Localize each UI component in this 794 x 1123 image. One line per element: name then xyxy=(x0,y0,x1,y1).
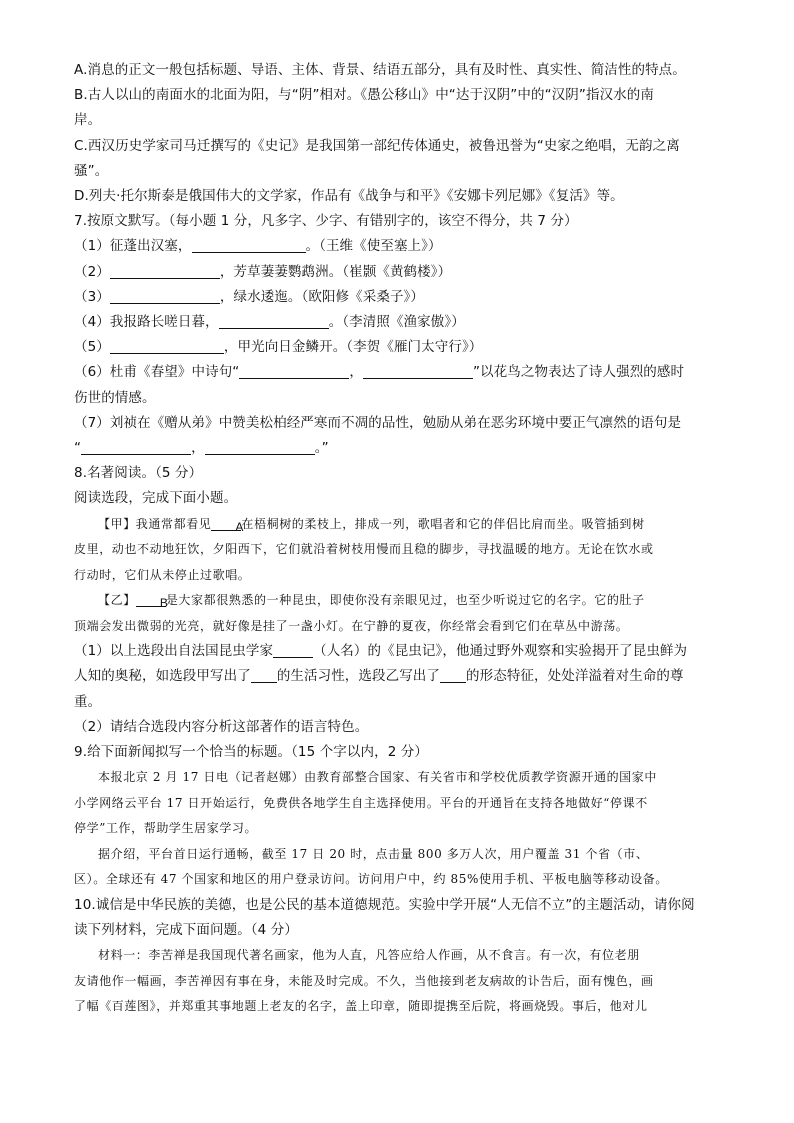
answer-blank[interactable] xyxy=(205,439,315,455)
answer-blank[interactable] xyxy=(110,288,220,304)
q8-passage-jia-2: 皮里，动也不动地狂饮，夕阳西下，它们就沿着树枝用慢而且稳的脚步，寻找温暖的地方。无论在饮水或 xyxy=(74,542,654,557)
passage-jia-text: 在梧桐树的柔枝上，排成一列，歌唱者和它的伴侣比肩而坐。吸管插到树 xyxy=(241,516,645,531)
q9-news-line-2: 小学网络云平台 17 日开始运行，免费供各地学生自主选择使用。平台的开通旨在支持各地做好“停课不 xyxy=(74,795,648,810)
q10-material-1: 材料一：李苦禅是我国现代著名画家，他为人直，凡答应给人作画，从不食言。有一次，有位老朋 xyxy=(98,948,640,963)
answer-blank[interactable] xyxy=(440,667,466,683)
q7-heading: 7.按原文默写。（每小题 1 分，凡多字、少字、有错别字的，该空不得分，共 7 分） xyxy=(74,213,578,230)
answer-blank[interactable] xyxy=(81,439,191,455)
q7-item-6 xyxy=(74,360,724,385)
q7-item-6-tail: ”以花鸟之物表达了诗人强烈的感时 xyxy=(473,364,685,381)
q7-item-4-source: 。（李清照《渔家傲》） xyxy=(328,314,465,331)
answer-blank[interactable] xyxy=(192,237,306,253)
q10-heading: 10.诚信是中华民族的美德，也是公民的基本道德规范。实验中学开展“人无信不立”的主题活动，请你阅 xyxy=(74,896,695,913)
q7-item-2-text: ，芳草萋萋鹦鹉洲。（崔颢《黄鹤楼》） xyxy=(219,263,452,280)
answer-blank[interactable] xyxy=(219,313,329,329)
q8-sub-1-end: 重。 xyxy=(74,693,102,710)
q7-item-7: （7）刘祯在《赠从弟》中赞美松柏经严寒而不凋的品性，勉励从弟在恶劣环境中要正气凛然的语句是 xyxy=(74,414,682,431)
passage-yi-text: 是大家都很熟悉的一种昆虫，即使你没有亲眼见过，也至少听说过它的名字。它的肚子 xyxy=(165,593,645,608)
q7-item-4-text: （4）我报路长嗟日暮， xyxy=(74,314,219,331)
q8-passage-yi-2: 顶端会发出微弱的光亮，就好像是挂了一盏小灯。在宁静的夏夜，你经常会看到它们在草丛中游荡。 xyxy=(74,618,629,633)
q10-heading-cont: 读下列材料，完成下面问题。（4 分） xyxy=(74,921,298,938)
q8-sub-1 xyxy=(74,639,724,664)
answer-blank[interactable] xyxy=(273,642,313,658)
q8-sub-1-text-3: 人知的奥秘，如选段甲写出了 xyxy=(74,668,251,685)
blank-b[interactable]: B xyxy=(136,591,166,607)
close-quote: 。” xyxy=(314,440,329,457)
answer-blank[interactable] xyxy=(239,363,349,379)
q9-news-line-5: 区）。全球还有 47 个国家和地区的用户登录访问。访问用户中，约 85%使用手机、平板电脑等移动设备。 xyxy=(74,872,668,887)
q8-heading: 8.名著阅读。（5 分） xyxy=(74,465,203,482)
q8-passage-yi xyxy=(74,588,724,614)
q7-item-7-blanks xyxy=(74,436,724,461)
answer-blank[interactable] xyxy=(251,667,277,683)
q10-material-1-2: 友请他作一幅画，李苦禅因有事在身，未能及时完成。不久，当他接到老友病故的讣告后，面有愧色，画 xyxy=(74,973,654,988)
q7-item-5 xyxy=(74,335,724,360)
blank-a[interactable]: A xyxy=(211,515,241,531)
q8-sub-1-text-5: 的形态特征，处处洋溢着对生命的尊 xyxy=(466,668,684,685)
q7-item-2 xyxy=(74,260,724,285)
exam-page xyxy=(74,58,724,1020)
q6-option-c-cont: 骚”。 xyxy=(74,162,109,179)
passage-jia-lead: 【甲】我通常都看见 xyxy=(98,516,212,531)
q7-item-5-text: ，甲光向日金鳞开。（李贺《雁门太守行》） xyxy=(223,339,483,356)
q6-option-a: A.消息的正文一般包括标题、导语、主体、背景、结语五部分，具有及时性、真实性、简洁性的特点。 xyxy=(74,62,686,78)
q7-item-5-num: （5） xyxy=(74,339,110,356)
q8-sub-1-text-2: （人名）的《昆虫记》，他通过野外观察和实验揭开了昆虫鲜为 xyxy=(313,643,688,660)
q8-passage-jia-3: 行动时，它们从未停止过歌唱。 xyxy=(74,567,251,582)
q8-sub-1-text-4: 的生活习性，选段乙写出了 xyxy=(276,668,441,685)
q8-sub-2: （2）请结合选段内容分析这部著作的语言特色。 xyxy=(74,718,369,735)
q7-item-3 xyxy=(74,285,724,310)
q7-item-6-comma: ， xyxy=(349,364,363,381)
q7-item-6-cont: 伤世的情感。 xyxy=(74,389,156,406)
q9-heading: 9.给下面新闻拟写一个恰当的标题。（15 个字以内，2 分） xyxy=(74,743,428,760)
q7-item-3-text: ，绿水逶迤。（欧阳修《采桑子》） xyxy=(219,288,424,305)
q9-news-line-4: 据介绍，平台首日运行通畅，截至 17 日 20 时，点击量 800 多万人次，用户覆盖 31 个省（市、 xyxy=(98,846,649,861)
q7-item-1 xyxy=(74,234,724,259)
q7-item-3-num: （3） xyxy=(74,288,110,305)
answer-blank[interactable] xyxy=(110,338,224,354)
answer-blank[interactable] xyxy=(110,263,220,279)
q7-item-1-source: 。（王维《使至塞上》） xyxy=(305,238,442,255)
passage-yi-lead: 【乙】 xyxy=(98,593,136,608)
q7-item-4 xyxy=(74,310,724,335)
q7-item-1-text: （1）征蓬出汉塞， xyxy=(74,238,192,255)
q6-option-b: B.古人以山的南面水的北面为阳，与“阴”相对。《愚公移山》中“达于汉阴”中的“汉阴”指汉水的南 xyxy=(74,87,654,104)
q6-option-d: D.列夫·托尔斯泰是俄国伟大的文学家，作品有《战争与和平》《安娜卡列尼娜》《复活》等。 xyxy=(74,188,624,205)
q7-item-6-text: （6）杜甫《春望》中诗句“ xyxy=(74,364,240,381)
q6-option-b-cont: 岸。 xyxy=(74,112,102,129)
q8-passage-jia xyxy=(74,512,724,538)
answer-blank[interactable] xyxy=(363,363,473,379)
q7-item-2-num: （2） xyxy=(74,263,110,280)
q7-item-7-comma: ， xyxy=(191,440,205,457)
q8-instruction: 阅读选段，完成下面小题。 xyxy=(74,490,238,507)
q8-sub-1-text: （1）以上选段出自法国昆虫学家 xyxy=(74,643,274,660)
q9-news-line-1: 本报北京 2 月 17 日电（记者赵娜）由教育部整合国家、有关省市和学校优质教学资源开通的国家中 xyxy=(98,770,657,785)
q6-option-c: C.西汉历史学家司马迁撰写的《史记》是我国第一部纪传体通史，被鲁迅誉为“史家之绝唱，无韵之离 xyxy=(74,137,680,154)
q10-material-1-3: 了幅《百莲图》，并郑重其事地题上老友的名字，盖上印章，随即提携至后院，将画烧毁。事后，他对儿 xyxy=(74,999,648,1014)
q9-news-line-3: 停学”工作，帮助学生居家学习。 xyxy=(74,821,258,836)
q8-sub-1-cont xyxy=(74,664,724,689)
open-quote: “ xyxy=(74,440,82,457)
